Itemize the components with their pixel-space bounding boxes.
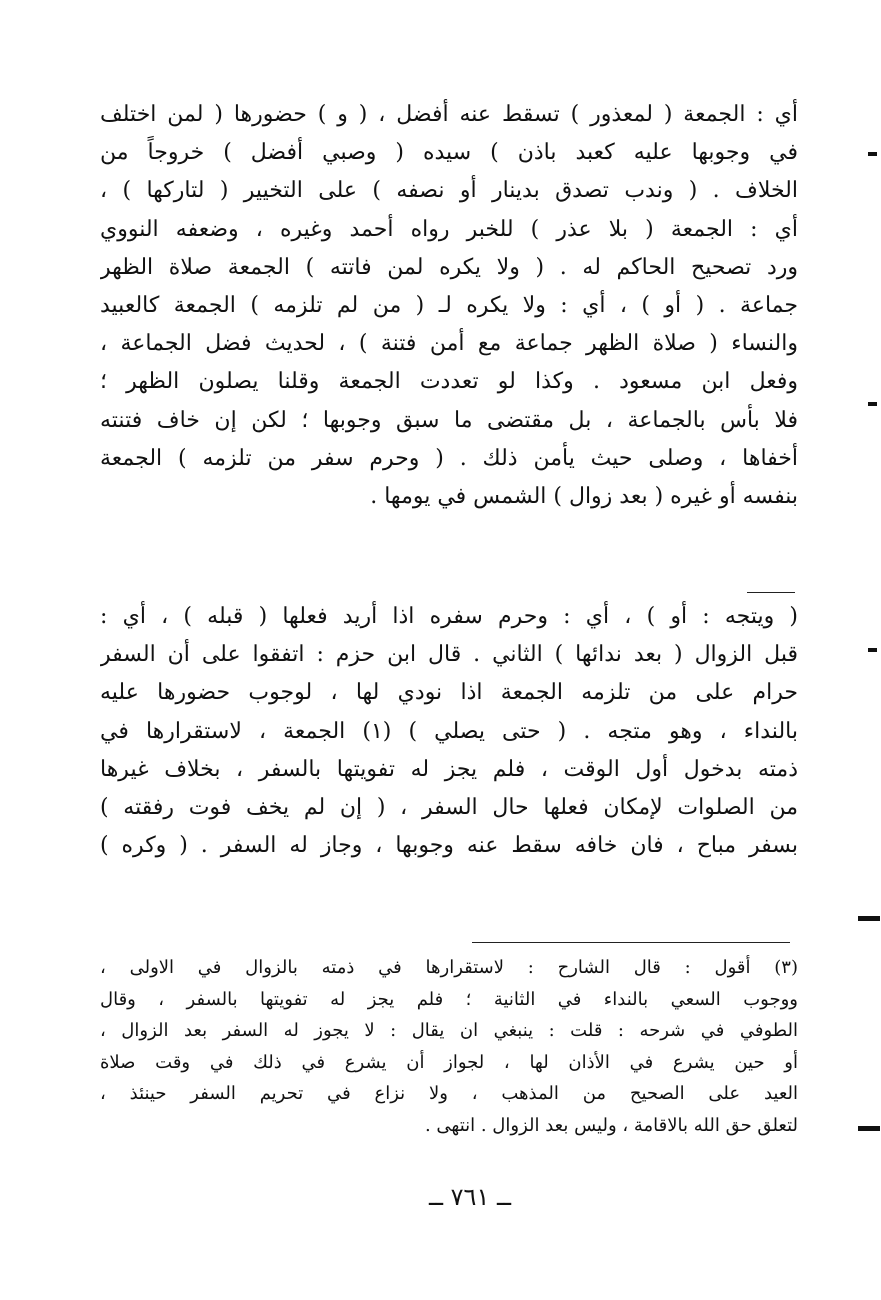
text-line: جماعة . ( أو ) ، أي : ولا يكره لـ ( من لم تلزمه ) الجمعة كالعبيد bbox=[100, 292, 798, 318]
text-line: حرام على من تلزمه الجمعة اذا نودي لها ، لوجوب حضورها عليه bbox=[100, 680, 798, 706]
text-line: أي : الجمعة ( لمعذور ) تسقط عنه أفضل ، ( و ) حضورها ( لمن اختلف bbox=[100, 102, 798, 127]
footnote-line: ووجوب السعي بالنداء في الثانية ؛ فلم يجز له تفويتها بالسفر ، وقال bbox=[100, 988, 798, 1010]
text-line: فلا بأس بالجماعة ، بل مقتضى ما سبق وجوبها ؛ لكن إن خاف فتنته bbox=[100, 407, 798, 433]
margin-mark bbox=[858, 916, 880, 921]
footnote bbox=[100, 952, 798, 1141]
margin-mark bbox=[868, 152, 877, 156]
text-line: أخفاها ، وصلى حيث يأمن ذلك . ( وحرم سفر من تلزمه ) الجمعة bbox=[100, 445, 798, 471]
text-line: الخلاف . ( وندب تصدق بدينار أو نصفه ) على التخيير ( لتاركها ) ، bbox=[100, 178, 798, 204]
footnote-separator bbox=[472, 942, 790, 943]
text-line-last: بنفسه أو غيره ( بعد زوال ) الشمس في يومها . bbox=[370, 483, 798, 509]
second-paragraph bbox=[100, 598, 798, 865]
text-line: بالنداء ، وهو متجه . ( حتى يصلي ) (١) الجمعة ، لاستقرارها في bbox=[100, 718, 798, 744]
margin-mark bbox=[868, 648, 877, 652]
text-line: في وجوبها عليه كعبد باذن ) سيده ( وصبي أفضل ) خروجاً من bbox=[100, 140, 798, 166]
footnote-line: الطوفي في شرحه : قلت : ينبغي ان يقال : لا يجوز له السفر بعد الزوال ، bbox=[100, 1020, 798, 1041]
margin-mark bbox=[858, 1126, 880, 1131]
footnote-line: أو حين يشرع في الأذان لها ، لجواز أن يشرع في ذلك في وقت صلاة bbox=[100, 1051, 798, 1073]
text-line: قبل الزوال ( بعد ندائها ) الثاني . قال ابن حزم : اتفقوا على أن السفر bbox=[100, 642, 798, 668]
text-line: من الصلوات لإمكان فعلها حال السفر ، ( إن لم يخف فوت رفقته ) bbox=[100, 794, 798, 820]
text-line: ذمته بدخول أول الوقت ، فلم يجز له تفويتها بالسفر ، بخلاف غيرها bbox=[100, 756, 798, 782]
text-line: ( ويتجه : أو ) ، أي : وحرم سفره اذا أريد فعلها ( قبله ) ، أي : bbox=[100, 604, 798, 629]
paragraph-separator bbox=[747, 592, 795, 593]
text-line: ورد تصحيح الحاكم له . ( ولا يكره لمن فاتته ) الجمعة صلاة الظهر bbox=[100, 254, 798, 280]
text-line: بسفر مباح ، فان خافه سقط عنه وجوبها ، وجاز له السفر . ( وكره ) bbox=[100, 833, 798, 859]
text-line: وفعل ابن مسعود . وكذا لو تعددت الجمعة وقلنا يصلون الظهر ؛ bbox=[100, 369, 798, 395]
footnote-line: (٣) أقول : قال الشارح : لاستقرارها في ذمته بالزوال في الاولى ، bbox=[100, 957, 798, 978]
footnote-line: العيد على الصحيح من المذهب ، ولا نزاع في تحريم السفر حينئذ ، bbox=[100, 1083, 798, 1104]
page-number: ــ ٧٦١ ــ bbox=[428, 1183, 512, 1211]
margin-mark bbox=[868, 402, 877, 406]
text-line: والنساء ( صلاة الظهر جماعة مع أمن فتنة ) ، لحديث فضل الجماعة ، bbox=[100, 331, 798, 357]
footnote-line-last: لتعلق حق الله بالاقامة ، وليس بعد الزوال . انتهى . bbox=[424, 1114, 798, 1136]
text-line: أي : الجمعة ( بلا عذر ) للخبر رواه أحمد وغيره ، وضعفه النووي bbox=[100, 216, 798, 242]
main-paragraph bbox=[100, 96, 798, 516]
